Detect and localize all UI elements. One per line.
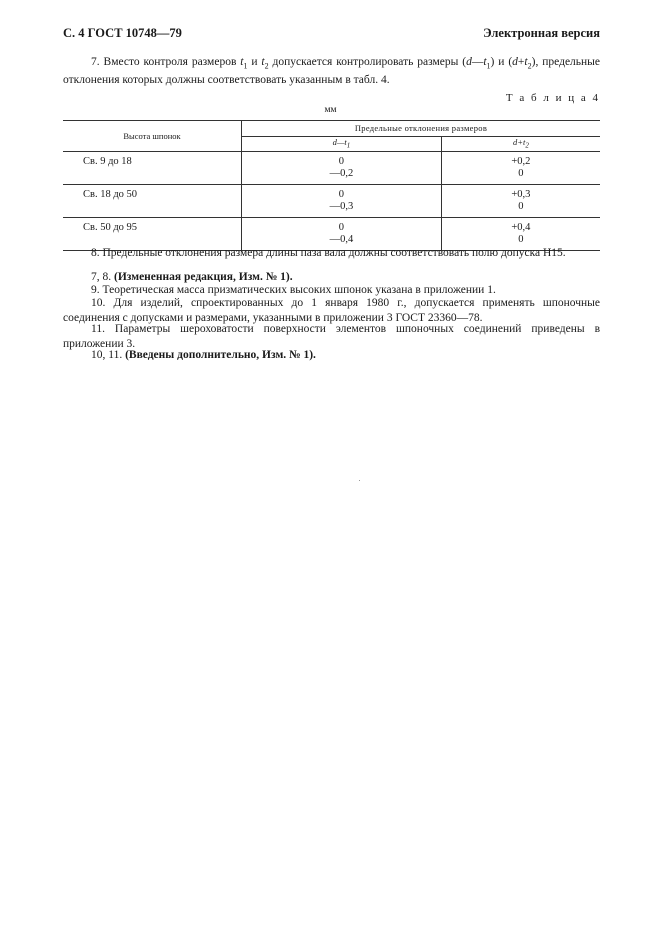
table-caption: Т а б л и ц а 4 <box>505 92 600 104</box>
column-header-height: Высота шпонок <box>63 121 242 152</box>
page-header-right: Электронная версия <box>483 26 600 40</box>
cell-height: Св. 9 до 18 <box>63 152 242 185</box>
cell-height: Св. 18 до 50 <box>63 185 242 218</box>
column-header-d-minus-t1: $d—t_1$ <box>242 136 442 152</box>
cell-d-plus-t2: +0,4 0 <box>441 218 600 251</box>
paragraph-11: 11. Параметры шероховатости поверхности элементов шпоночных соединений приведены в приложении 3. <box>63 323 600 350</box>
paragraph-8: 8. Предельные отклонения размера длины паза вала должны соответствовать полю допуска Н15. <box>91 247 566 259</box>
paragraph-7: 7. Вместо контроля размеров $t_1$ и $t_2$ допускается контролировать размеры $(d—t_1)$ и $(d+t_2)$, предельные отклонения которых должны соответствовать указанным в табл. 4. <box>63 56 601 87</box>
cell-d-plus-t2: +0,3 0 <box>441 185 600 218</box>
cell-d-minus-t1: 0 —0,4 <box>242 218 442 251</box>
cell-d-plus-t2: +0,2 0 <box>441 152 600 185</box>
column-header-group: Предельные отклонения размеров <box>242 121 601 137</box>
paragraph-7-8-amendment: 7, 8. (Измененная редакция, Изм. № 1). <box>91 271 293 283</box>
paragraph-10: 10. Для изделий, спроектированных до 1 января 1980 г., допускается применять шпоночные соединения с допусками и размерами, указанными в приложении 3 ГОСТ 23360—78. <box>63 297 600 324</box>
cell-height: Св. 50 до 95 <box>63 218 242 251</box>
tolerance-table <box>63 120 600 251</box>
column-header-d-plus-t2: $d+t_2$ <box>441 136 600 152</box>
page-header-left: С. 4 ГОСТ 10748—79 <box>63 26 182 40</box>
table-row <box>63 152 600 185</box>
paragraph-10-11-amendment: 10, 11. (Введены дополнительно, Изм. № 1). <box>91 349 316 361</box>
paragraph-9: 9. Теоретическая масса призматических высоких шпонок указана в приложении 1. <box>91 284 496 296</box>
table-row <box>63 185 600 218</box>
scan-artifact <box>359 480 360 481</box>
cell-d-minus-t1: 0 —0,3 <box>242 185 442 218</box>
cell-d-minus-t1: 0 —0,2 <box>242 152 442 185</box>
table-unit: мм <box>324 105 337 115</box>
